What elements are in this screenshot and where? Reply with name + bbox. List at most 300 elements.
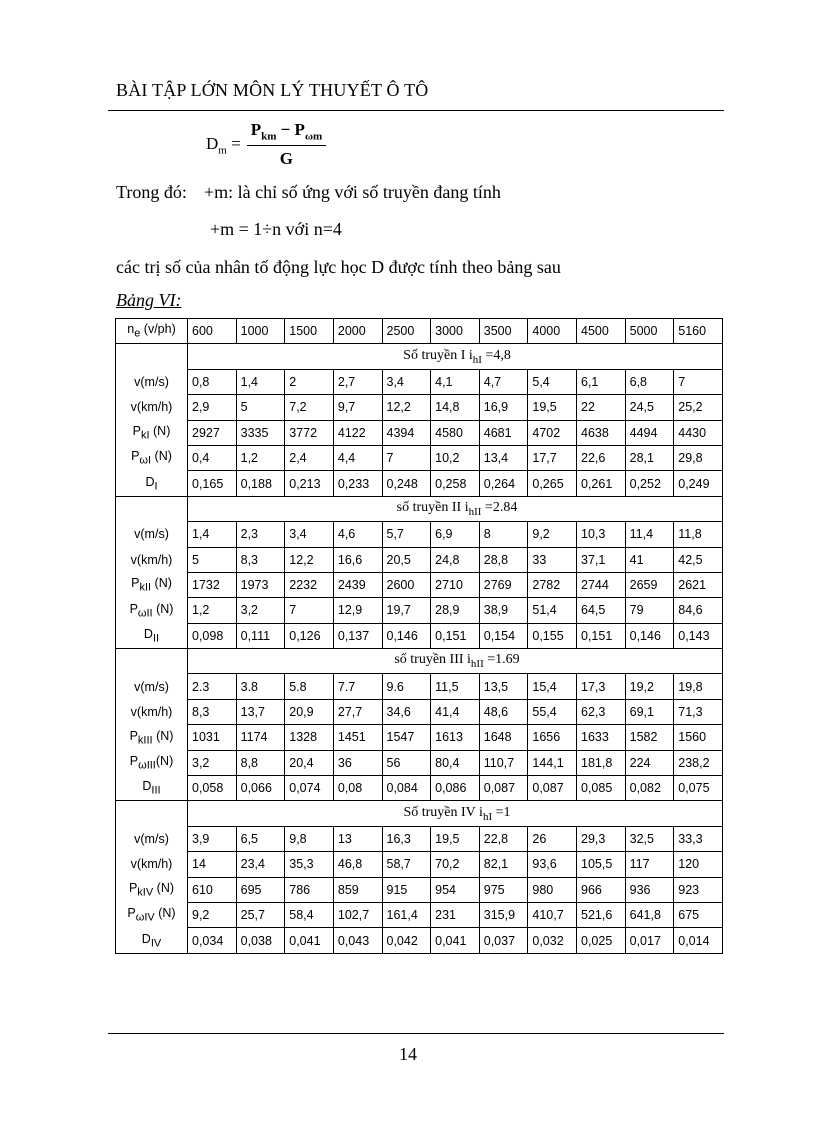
rpm-header-suffix: (v/ph)	[140, 322, 176, 337]
table-row	[116, 395, 723, 420]
value-cell: 0,146	[625, 623, 674, 648]
value-cell: 786	[285, 877, 334, 902]
value-cell: 0,165	[188, 471, 237, 496]
value-cell: 41,4	[431, 699, 480, 724]
value-cell: 1613	[431, 725, 480, 750]
value-cell: 28,9	[431, 598, 480, 623]
value-cell: 3.8	[236, 674, 285, 699]
value-cell: 0,213	[285, 471, 334, 496]
value-cell: 0,143	[674, 623, 723, 648]
table-row	[116, 471, 723, 496]
gear-title	[188, 801, 723, 826]
value-cell: 1648	[479, 725, 528, 750]
value-cell: 20,5	[382, 547, 431, 572]
row-label-suffix: (N)	[152, 601, 174, 616]
value-cell: 1,4	[236, 369, 285, 394]
value-cell: 0,111	[236, 623, 285, 648]
table-row	[116, 776, 723, 801]
value-cell: 0,146	[382, 623, 431, 648]
value-cell: 5,7	[382, 522, 431, 547]
value-cell: 0,041	[431, 928, 480, 953]
label-spacer	[116, 344, 188, 369]
value-cell: 2,9	[188, 395, 237, 420]
value-cell: 4702	[528, 420, 577, 445]
rpm-cell: 5000	[625, 319, 674, 344]
value-cell: 64,5	[577, 598, 626, 623]
value-cell: 0,034	[188, 928, 237, 953]
value-cell: 34,6	[382, 699, 431, 724]
where-line: Trong đó: +m: là chỉ số ứng với số truyền đang tính	[116, 182, 501, 202]
value-cell: 0,043	[333, 928, 382, 953]
formula-denominator: G	[279, 149, 294, 169]
value-cell: 1732	[188, 572, 237, 597]
value-cell: 0,074	[285, 776, 334, 801]
gear-title-text: số truyền III i	[394, 652, 471, 668]
value-cell: 9,7	[333, 395, 382, 420]
value-cell: 675	[674, 902, 723, 927]
value-cell: 0,085	[577, 776, 626, 801]
value-cell: 6,5	[236, 826, 285, 851]
value-cell: 2621	[674, 572, 723, 597]
value-cell: 923	[674, 877, 723, 902]
value-cell: 0,041	[285, 928, 334, 953]
gear-title-row	[116, 496, 723, 521]
rpm-cell: 2500	[382, 319, 431, 344]
value-cell: 0,08	[333, 776, 382, 801]
row-label-text: v(m/s)	[134, 527, 169, 542]
value-cell: 8	[479, 522, 528, 547]
value-cell: 238,2	[674, 750, 723, 775]
value-cell: 0,086	[431, 776, 480, 801]
table-row	[116, 928, 723, 953]
value-cell: 14	[188, 852, 237, 877]
value-cell: 6,1	[577, 369, 626, 394]
value-cell: 33	[528, 547, 577, 572]
gear-ratio-value: =2.84	[481, 500, 518, 516]
rpm-cell: 3000	[431, 319, 480, 344]
value-cell: 23,4	[236, 852, 285, 877]
value-cell: 2439	[333, 572, 382, 597]
row-label	[116, 522, 188, 547]
value-cell: 27,7	[333, 699, 382, 724]
value-cell: 1174	[236, 725, 285, 750]
value-cell: 0,082	[625, 776, 674, 801]
row-label-suffix: (N)	[151, 576, 172, 591]
value-cell: 3335	[236, 420, 285, 445]
value-cell: 16,9	[479, 395, 528, 420]
value-cell: 2710	[431, 572, 480, 597]
value-cell: 105,5	[577, 852, 626, 877]
value-cell: 13	[333, 826, 382, 851]
value-cell: 0,155	[528, 623, 577, 648]
value-cell: 5	[188, 547, 237, 572]
row-label-sub: kI	[140, 429, 150, 442]
gear-title-text: Số truyền I i	[403, 347, 473, 363]
row-label-text: v(m/s)	[134, 832, 169, 846]
value-cell: 0,098	[188, 623, 237, 648]
value-cell: 19,7	[382, 598, 431, 623]
value-cell: 4394	[382, 420, 431, 445]
value-cell: 2744	[577, 572, 626, 597]
value-cell: 3,2	[188, 750, 237, 775]
value-cell: 51,4	[528, 598, 577, 623]
value-cell: 12,2	[382, 395, 431, 420]
row-label-text: P	[131, 449, 140, 464]
value-cell: 2,7	[333, 369, 382, 394]
row-label-sub: kII	[139, 581, 152, 594]
value-cell: 1633	[577, 725, 626, 750]
intro-line: các trị số của nhân tố động lực học D được tính theo bảng sau	[116, 257, 561, 277]
gear-title	[188, 344, 723, 369]
value-cell: 4122	[333, 420, 382, 445]
gear-ratio-value: =1	[492, 804, 511, 820]
value-cell: 8,3	[188, 699, 237, 724]
value-cell: 7.7	[333, 674, 382, 699]
value-cell: 36	[333, 750, 382, 775]
row-label	[116, 852, 188, 877]
label-spacer	[116, 801, 188, 826]
value-cell: 231	[431, 902, 480, 927]
value-cell: 24,8	[431, 547, 480, 572]
value-cell: 58,7	[382, 852, 431, 877]
value-cell: 2232	[285, 572, 334, 597]
rpm-cell: 2000	[333, 319, 382, 344]
row-label	[116, 445, 188, 470]
row-label-sub: ωII	[137, 607, 153, 620]
value-cell: 11,5	[431, 674, 480, 699]
value-cell: 9,8	[285, 826, 334, 851]
value-cell: 79	[625, 598, 674, 623]
value-cell: 3,2	[236, 598, 285, 623]
row-label-text: P	[127, 906, 136, 921]
value-cell: 0,066	[236, 776, 285, 801]
value-cell: 2,4	[285, 445, 334, 470]
value-cell: 0,032	[528, 928, 577, 953]
value-cell: 0,137	[333, 623, 382, 648]
value-cell: 695	[236, 877, 285, 902]
value-cell: 84,6	[674, 598, 723, 623]
value-cell: 11,4	[625, 522, 674, 547]
table-row	[116, 902, 723, 927]
row-label-text: D	[143, 626, 153, 641]
row-label-text: D	[145, 474, 155, 489]
value-cell: 7,2	[285, 395, 334, 420]
value-cell: 25,7	[236, 902, 285, 927]
value-cell: 966	[577, 877, 626, 902]
row-label-text: v(km/h)	[130, 552, 173, 567]
value-cell: 4580	[431, 420, 480, 445]
value-cell: 0,4	[188, 445, 237, 470]
label-spacer	[116, 649, 188, 674]
value-cell: 29,3	[577, 826, 626, 851]
value-cell: 0,264	[479, 471, 528, 496]
table-row	[116, 598, 723, 623]
value-cell: 5,4	[528, 369, 577, 394]
value-cell: 0,042	[382, 928, 431, 953]
value-cell: 80,4	[431, 750, 480, 775]
value-cell: 1560	[674, 725, 723, 750]
value-cell: 3,4	[382, 369, 431, 394]
value-cell: 0,075	[674, 776, 723, 801]
value-cell: 16,6	[333, 547, 382, 572]
row-label-text: v(m/s)	[134, 374, 169, 389]
table-row	[116, 674, 723, 699]
value-cell: 19,5	[528, 395, 577, 420]
row-label-sub: ωI	[139, 454, 152, 467]
rpm-cell: 1500	[285, 319, 334, 344]
value-cell: 144,1	[528, 750, 577, 775]
value-cell: 6,9	[431, 522, 480, 547]
row-label	[116, 902, 188, 927]
row-label	[116, 750, 188, 775]
value-cell: 0,087	[528, 776, 577, 801]
formula-fraction	[247, 120, 326, 169]
value-cell: 4,7	[479, 369, 528, 394]
value-cell: 93,6	[528, 852, 577, 877]
dynamic-factor-formula	[206, 120, 326, 169]
value-cell: 181,8	[577, 750, 626, 775]
value-cell: 3,4	[285, 522, 334, 547]
value-cell: 0,151	[431, 623, 480, 648]
value-cell: 1,2	[188, 598, 237, 623]
value-cell: 117	[625, 852, 674, 877]
row-label-suffix: (N)	[151, 449, 172, 464]
rpm-header-sub: e	[134, 327, 141, 340]
value-cell: 41	[625, 547, 674, 572]
value-cell: 0,126	[285, 623, 334, 648]
row-label-suffix: (N)	[152, 728, 174, 743]
value-cell: 5.8	[285, 674, 334, 699]
gear-title	[188, 496, 723, 521]
value-cell: 1582	[625, 725, 674, 750]
gear-ratio-sub: hII	[468, 505, 482, 518]
table-row	[116, 852, 723, 877]
value-cell: 1031	[188, 725, 237, 750]
rpm-cell: 4000	[528, 319, 577, 344]
value-cell: 1973	[236, 572, 285, 597]
value-cell: 2769	[479, 572, 528, 597]
row-label	[116, 877, 188, 902]
rpm-cell: 5160	[674, 319, 723, 344]
value-cell: 4,4	[333, 445, 382, 470]
value-cell: 0,084	[382, 776, 431, 801]
gear-title-row	[116, 649, 723, 674]
rpm-cell: 1000	[236, 319, 285, 344]
value-cell: 9,2	[528, 522, 577, 547]
value-cell: 20,4	[285, 750, 334, 775]
dynamic-factor-table	[115, 318, 723, 954]
row-label-sub: kIV	[137, 886, 154, 899]
gear-title	[188, 649, 723, 674]
value-cell: 1,4	[188, 522, 237, 547]
value-cell: 315,9	[479, 902, 528, 927]
value-cell: 4494	[625, 420, 674, 445]
value-cell: 16,3	[382, 826, 431, 851]
value-cell: 0,038	[236, 928, 285, 953]
row-label	[116, 725, 188, 750]
value-cell: 7	[382, 445, 431, 470]
rpm-cell: 4500	[577, 319, 626, 344]
value-cell: 35,3	[285, 852, 334, 877]
table-row	[116, 623, 723, 648]
value-cell: 24,5	[625, 395, 674, 420]
page-number: 14	[399, 1044, 417, 1064]
value-cell: 4430	[674, 420, 723, 445]
row-label-text: D	[141, 931, 151, 946]
table-row	[116, 725, 723, 750]
value-cell: 3772	[285, 420, 334, 445]
row-label-text: P	[129, 754, 139, 769]
value-cell: 10,3	[577, 522, 626, 547]
value-cell: 15,4	[528, 674, 577, 699]
value-cell: 13,7	[236, 699, 285, 724]
value-cell: 610	[188, 877, 237, 902]
row-label	[116, 928, 188, 953]
value-cell: 4,1	[431, 369, 480, 394]
value-cell: 22	[577, 395, 626, 420]
row-label-sub: kIII	[137, 734, 153, 747]
value-cell: 975	[479, 877, 528, 902]
gear-ratio-value: =1.69	[483, 652, 520, 668]
value-cell: 10,2	[431, 445, 480, 470]
row-label-sub: III	[151, 784, 161, 797]
row-label-text: v(km/h)	[130, 705, 173, 720]
value-cell: 17,7	[528, 445, 577, 470]
rpm-cell: 600	[188, 319, 237, 344]
value-cell: 521,6	[577, 902, 626, 927]
value-cell: 410,7	[528, 902, 577, 927]
value-cell: 42,5	[674, 547, 723, 572]
value-cell: 161,4	[382, 902, 431, 927]
value-cell: 980	[528, 877, 577, 902]
value-cell: 0,248	[382, 471, 431, 496]
value-cell: 22,6	[577, 445, 626, 470]
value-cell: 12,2	[285, 547, 334, 572]
row-label-suffix: (N)	[154, 906, 176, 921]
row-label-text: v(km/h)	[130, 857, 173, 872]
row-label-text: v(km/h)	[130, 400, 173, 415]
value-cell: 69,1	[625, 699, 674, 724]
value-cell: 2927	[188, 420, 237, 445]
footer-rule	[108, 1033, 724, 1034]
gear-ratio-value: =4,8	[481, 347, 511, 363]
row-label	[116, 369, 188, 394]
row-label-suffix: (N)	[155, 754, 174, 769]
row-label-text: D	[142, 779, 152, 794]
rpm-cell: 3500	[479, 319, 528, 344]
value-cell: 9,2	[188, 902, 237, 927]
value-cell: 12,9	[333, 598, 382, 623]
value-cell: 0,025	[577, 928, 626, 953]
value-cell: 38,9	[479, 598, 528, 623]
value-cell: 20,9	[285, 699, 334, 724]
value-cell: 48,6	[479, 699, 528, 724]
table-row	[116, 826, 723, 851]
m-range-line: +m = 1÷n với n=4	[210, 219, 342, 239]
value-cell: 70,2	[431, 852, 480, 877]
row-label-sub: ωIII	[138, 759, 156, 772]
row-label-sub: ωIV	[135, 911, 155, 924]
value-cell: 28,1	[625, 445, 674, 470]
value-cell: 936	[625, 877, 674, 902]
value-cell: 9.6	[382, 674, 431, 699]
value-cell: 3,9	[188, 826, 237, 851]
row-label-text: v(m/s)	[134, 679, 169, 694]
row-label-text: P	[129, 728, 138, 743]
value-cell: 6,8	[625, 369, 674, 394]
gear-ratio-sub: hI	[472, 353, 482, 366]
table-row	[116, 369, 723, 394]
value-cell: 0,252	[625, 471, 674, 496]
value-cell: 0,058	[188, 776, 237, 801]
value-cell: 0,233	[333, 471, 382, 496]
value-cell: 641,8	[625, 902, 674, 927]
gear-ratio-sub: hII	[470, 658, 484, 671]
row-label-sub: IV	[150, 937, 162, 950]
value-cell: 56	[382, 750, 431, 775]
row-label	[116, 471, 188, 496]
value-cell: 19,8	[674, 674, 723, 699]
value-cell: 62,3	[577, 699, 626, 724]
value-cell: 71,3	[674, 699, 723, 724]
row-label	[116, 623, 188, 648]
value-cell: 2.3	[188, 674, 237, 699]
value-cell: 0,087	[479, 776, 528, 801]
value-cell: 37,1	[577, 547, 626, 572]
row-label	[116, 598, 188, 623]
header-rule	[108, 110, 724, 111]
row-label	[116, 776, 188, 801]
value-cell: 55,4	[528, 699, 577, 724]
row-label-text: P	[128, 881, 138, 896]
value-cell: 0,249	[674, 471, 723, 496]
value-cell: 82,1	[479, 852, 528, 877]
value-cell: 1,2	[236, 445, 285, 470]
value-cell: 1547	[382, 725, 431, 750]
table-row	[116, 699, 723, 724]
value-cell: 0,154	[479, 623, 528, 648]
value-cell: 0,8	[188, 369, 237, 394]
value-cell: 32,5	[625, 826, 674, 851]
row-label	[116, 547, 188, 572]
row-label	[116, 572, 188, 597]
value-cell: 224	[625, 750, 674, 775]
row-label-text: P	[131, 576, 140, 591]
row-label	[116, 674, 188, 699]
value-cell: 8,8	[236, 750, 285, 775]
value-cell: 8,3	[236, 547, 285, 572]
gear-title-row	[116, 801, 723, 826]
value-cell: 102,7	[333, 902, 382, 927]
value-cell: 58,4	[285, 902, 334, 927]
value-cell: 954	[431, 877, 480, 902]
value-cell: 915	[382, 877, 431, 902]
table-row	[116, 445, 723, 470]
rpm-header-text: n	[127, 322, 135, 337]
row-label	[116, 699, 188, 724]
table-row	[116, 547, 723, 572]
value-cell: 0,261	[577, 471, 626, 496]
row-label-sub: I	[154, 480, 158, 493]
value-cell: 0,265	[528, 471, 577, 496]
value-cell: 11,8	[674, 522, 723, 547]
gear-title-row	[116, 344, 723, 369]
value-cell: 29,8	[674, 445, 723, 470]
row-label	[116, 826, 188, 851]
value-cell: 46,8	[333, 852, 382, 877]
value-cell: 5	[236, 395, 285, 420]
table-header-row	[116, 319, 723, 344]
